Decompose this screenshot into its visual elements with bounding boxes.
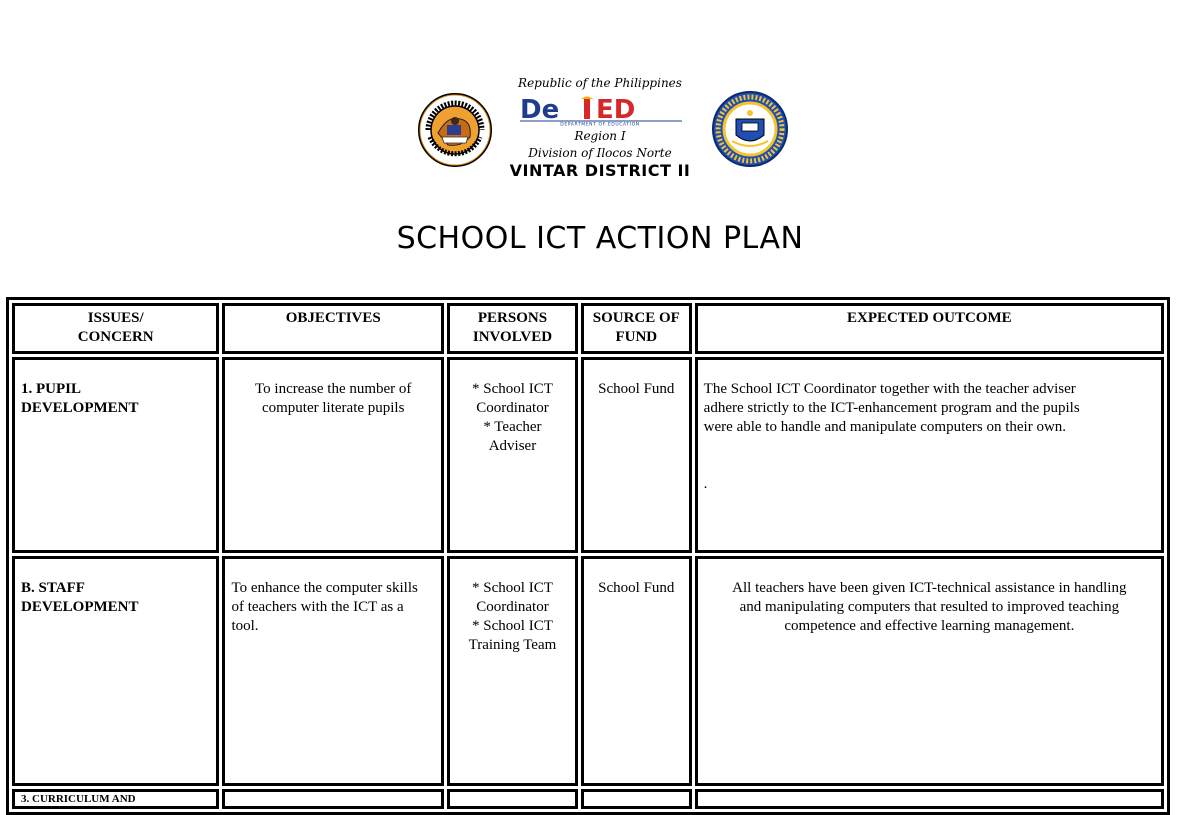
svg-text:De: De	[520, 96, 560, 125]
table-row	[12, 789, 1164, 809]
header-issues: ISSUES/ CONCERN	[12, 303, 219, 354]
header-persons: PERSONS INVOLVED	[447, 303, 578, 354]
header-objectives: OBJECTIVES	[222, 303, 444, 354]
cell-issue: B. STAFF DEVELOPMENT	[12, 556, 219, 786]
cell-persons: * School ICT Coordinator * Teacher Adviser	[447, 357, 578, 553]
cell-objective	[222, 789, 444, 809]
deped-logo-icon	[518, 96, 684, 126]
republic-line: Republic of the Philippines	[518, 76, 682, 90]
page-title: SCHOOL ICT ACTION PLAN	[396, 221, 804, 256]
cell-fund: School Fund	[581, 556, 692, 786]
svg-text:ED: ED	[596, 96, 636, 125]
table-header-row	[12, 303, 1164, 354]
letterhead	[0, 0, 1200, 200]
header-fund: SOURCE OF FUND	[581, 303, 692, 354]
cell-objective: To increase the number of computer literate pupils	[222, 357, 444, 553]
region-line: Region I	[574, 129, 626, 143]
cell-fund	[581, 789, 692, 809]
action-plan-table	[6, 297, 1170, 815]
cell-outcome: All teachers have been given ICT-technical assistance in handling and manipulating computers that resulted to improved teaching competence and effective learning management.	[695, 556, 1164, 786]
cell-fund: School Fund	[581, 357, 692, 553]
district-line: VINTAR DISTRICT II	[509, 161, 691, 180]
svg-text:DEPARTMENT OF EDUCATION: DEPARTMENT OF EDUCATION	[560, 122, 640, 126]
table-row	[12, 556, 1164, 786]
division-line: Division of Ilocos Norte	[528, 146, 672, 160]
outcome-text: The School ICT Coordinator together with the teacher adviser adhere strictly to the ICT-enhancement program and the pupils were able to handle and manipulate computers on their own.	[703, 381, 1080, 435]
cell-outcome	[695, 789, 1164, 809]
cell-issue: 3. CURRICULUM AND	[12, 789, 219, 809]
cell-outcome	[695, 357, 1164, 553]
cell-issue: 1. PUPIL DEVELOPMENT	[12, 357, 219, 553]
cell-persons	[447, 789, 578, 809]
cell-objective: To enhance the computer skills of teachers with the ICT as a tool.	[222, 556, 444, 786]
header-outcome: EXPECTED OUTCOME	[695, 303, 1164, 354]
outcome-extra: .	[703, 476, 708, 492]
table-row	[12, 357, 1164, 553]
cell-persons: * School ICT Coordinator * School ICT Training Team	[447, 556, 578, 786]
